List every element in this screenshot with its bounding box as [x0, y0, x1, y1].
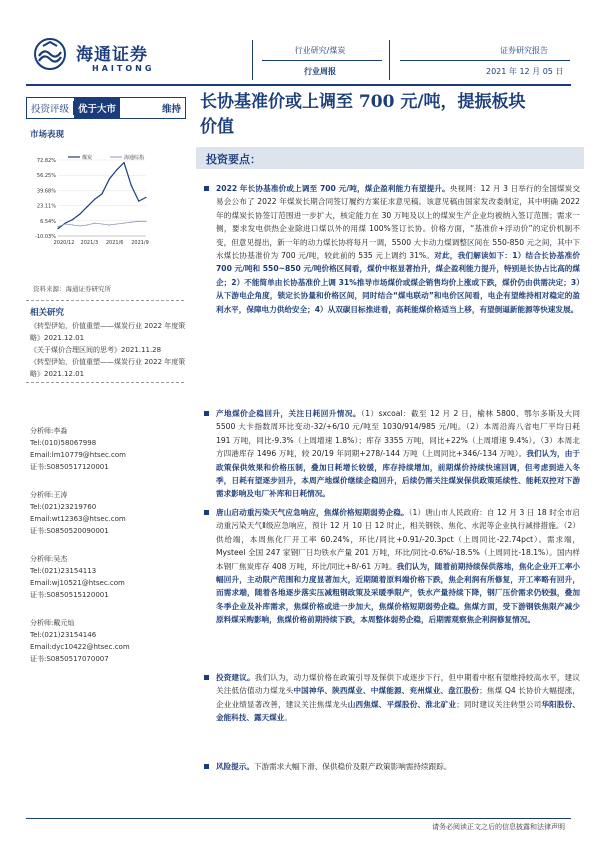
- key-point-emphasis: 投资建议。: [216, 673, 255, 682]
- analyst-block: [30, 489, 190, 553]
- key-point-emphasis: 风险提示。: [216, 762, 254, 771]
- rating-value: 优于大市: [74, 98, 120, 118]
- key-point-paragraph: [216, 506, 580, 627]
- market-chart-svg: [26, 148, 184, 248]
- key-point-emphasis: 对此，我们解读如下：1）结合长协基准价 700 元/吨和 550~850 元/吨价格区间看，煤价中枢显著抬升，煤企盈利能力提升，特别是长协占比高的煤企；2）不能简单由长协基准价上调 31%推导市场煤价或煤企销售均价上涨或下跌，煤价仍由供需决定；3）从下游电企角度，锁定长协量和价格区间，同时结合“煤电联动”和电价区间看，电企有望维持相对稳定的盈利水平，保障电力供给安全；4）从双碳目标推进看，高耗能煤价格适当上移，有望倒逼新能源等快速发展。: [216, 251, 580, 314]
- series-line-coal: [58, 163, 146, 229]
- legend-label-index: 海通综指: [124, 155, 145, 161]
- analyst-tel: Tel:(021)23154146: [30, 631, 97, 639]
- related-item: 《转型伊始，价值重塑——煤炭行业 2022 年度策略》2021.12.01: [30, 358, 186, 378]
- logo-text-cn: 海通证券: [76, 45, 148, 65]
- section-title: 投资要点：: [206, 153, 261, 166]
- analyst-tel: Tel:(010)58067998: [30, 439, 97, 447]
- data-point: [116, 169, 117, 170]
- data-point: [123, 162, 124, 163]
- data-point: [145, 197, 146, 198]
- key-point-emphasis: 产地煤价企稳回升，关注日耗回升情况。: [216, 409, 361, 418]
- chart-source: 资料来源：海通证券研究所: [33, 285, 111, 293]
- divider: [26, 382, 184, 383]
- header-rule: [26, 84, 571, 86]
- key-point-text: （1）sxcoal：截至 12 月 2 日，榆林 5800、鄂尔多斯及大同 5500 大卡指数周环比变动-32/+6/10 元/吨至 1030/914/985 元/吨。（2）本周沿海八省电厂平均日耗 191 万吨，同比-9.3%（上周增速 1.8%）；库存 3355 万吨，同比+22%（上周增速 9.4%）。（3）本周北方四港库存 1496 万吨，较 20/19 年同期+278/-144 万吨（上周同比+346/-134 万吨）。: [216, 409, 581, 459]
- data-point: [145, 221, 146, 222]
- header-inner-rule: [262, 60, 382, 61]
- bullet-marker: [204, 411, 209, 416]
- bullet-marker: [204, 675, 209, 680]
- analyst-tel: Tel:(021)23154113: [30, 567, 97, 575]
- key-point-text: （1）唐山市人民政府：自 12 月 3 日 18 时全市启动重污染天气Ⅱ级应急响应，预计 12 月 10 日 12 时止，相关钢铁、焦化、水泥等企业执行减排措施。（2）供给端，本周焦化厂开工率 60.24%，环比/同比+0.91/-20.3pct（上周同比-22.74pct）。需求端，Mysteel 全国 247 家钢厂日均铁水产量 201 万吨，环比/同比-0.6%/-18.5%（上周同比-18.1%）。国内样本钢厂焦炭库存 408 万吨，环比/同比+8/-61 万吨。: [216, 508, 581, 571]
- bullet-marker: [204, 186, 209, 191]
- data-point: [123, 223, 124, 224]
- footer-disclaimer: 请务必阅读正文之后的信息披露和法律声明: [432, 823, 565, 831]
- key-point-text: ；焦煤 Q4 长协价大幅提涨，企业业绩显著改善，建议关注焦煤龙头: [216, 686, 581, 709]
- data-point: [116, 223, 117, 224]
- x-tick-label: 2021/3: [80, 240, 99, 246]
- data-point: [87, 206, 88, 207]
- analyst-cert: 证书:S0850515120001: [30, 591, 109, 599]
- analyst-name: 分析师:王涛: [30, 491, 68, 499]
- key-point-paragraph: [216, 182, 580, 316]
- analyst-cert: 证书:S0850520090001: [30, 527, 109, 535]
- logo-text-en: HAITONG: [92, 64, 155, 73]
- report-type: 行业周报: [304, 67, 336, 76]
- y-tick-label: 23.11%: [36, 203, 56, 210]
- analyst-list: [30, 425, 190, 681]
- key-point-emphasis: 山西焦煤、平煤股份、淮北矿业: [347, 699, 457, 709]
- rating-box: [26, 97, 186, 119]
- y-tick-label: 56.25%: [36, 173, 56, 180]
- data-point: [101, 193, 102, 194]
- related-item: 《转型伊始，价值重塑——煤炭行业 2022 年度策略》2021.12.01: [30, 322, 186, 342]
- rating-label: 投资评级: [27, 101, 74, 115]
- header-inner-rule: [400, 60, 570, 61]
- bullet-marker: [204, 764, 209, 769]
- analyst-email: Email:dyc10422@htsec.com: [30, 643, 130, 651]
- related-item: 《关于煤价合理区间的思考》2021.11.28: [30, 346, 162, 354]
- data-point: [94, 199, 95, 200]
- key-point-emphasis: 中国神华、陕西煤业、中煤能源、兖州煤业、盘江股份: [293, 686, 480, 696]
- y-tick-label: 39.68%: [36, 188, 56, 195]
- x-tick-label: 2021/9: [131, 240, 149, 246]
- y-tick-label: -10.03%: [35, 234, 56, 240]
- header-divider: [252, 40, 253, 80]
- report-category: 行业研究/煤炭: [294, 46, 346, 55]
- related-list: [30, 320, 190, 380]
- data-point: [138, 201, 139, 202]
- report-date: 2021 年 12 月 05 日: [486, 67, 564, 76]
- report-label: 证券研究报告: [500, 46, 548, 55]
- key-point-text: 。: [284, 713, 292, 723]
- data-point: [57, 226, 58, 227]
- x-tick-label: 2021/6: [105, 240, 124, 246]
- analyst-name: 分析师:李淼: [30, 427, 68, 435]
- key-point-paragraph: [216, 407, 580, 501]
- analyst-email: Email:wj10521@htsec.com: [30, 579, 125, 587]
- key-point-emphasis: 唐山启动重污染天气应急响应，焦煤价格短期弱势企稳。: [216, 508, 409, 517]
- analyst-name: 分析师:戴元灿: [30, 619, 75, 627]
- data-point: [79, 225, 80, 226]
- data-point: [87, 224, 88, 225]
- report-title: [200, 90, 580, 140]
- key-point-emphasis: 2022 年长协基准价或上调至 700 元/吨，煤企盈利能力有望提升。: [216, 184, 450, 193]
- key-point-text: 下游需求大幅下滑、保供稳价及限产政策影响需持续跟踪。: [253, 762, 452, 771]
- data-point: [65, 223, 66, 224]
- data-point: [131, 185, 132, 186]
- analyst-block: [30, 425, 190, 489]
- market-title: 市场表现: [30, 130, 65, 140]
- footer-rule: [26, 818, 571, 819]
- report-title-line: 价值: [200, 117, 234, 137]
- key-point-text: ；同时建议关注转型公司: [456, 699, 542, 709]
- y-tick-label: 6.54%: [40, 218, 56, 225]
- key-point-paragraph: [216, 760, 580, 773]
- data-point: [72, 219, 73, 220]
- x-tick-label: 2020/12: [53, 240, 75, 246]
- analyst-email: Email:lm10779@htsec.com: [30, 451, 126, 459]
- divider: [26, 300, 184, 301]
- key-point-text: 央视网：12 月 3 日举行的全国煤炭交易会公布了 2022 年煤炭长期合同签订履约方案征求意见稿。该意见稿由国家发改委制定，其中明确 2022 年的煤炭长协签订范围进一步扩大，核定能力在 30 万吨及以上的煤炭生产企业均被纳入签订范围；需求一侧，要求发电供热企业除进口煤以外的用煤 100%签订长协。价格方面，“基准价+浮动价”的定价机制不变，但意见提出，新一年的动力煤长协将每月一调，5500 大卡动力煤调整区间在 550-850 元之间，其中下水煤长协基准价为 700 元/吨，较此前的 535 元上调约 31%。: [216, 184, 580, 261]
- legend-label-coal: 煤炭: [82, 155, 93, 161]
- analyst-email: Email:wt12363@htsec.com: [30, 515, 126, 523]
- analyst-cert: 证书:S0850517120001: [30, 463, 109, 471]
- analyst-tel: Tel:(021)23219760: [30, 503, 97, 511]
- key-point-text: 我们认为，动力煤价格在政策引导及保供下或逐步下行，但中期看中枢有望维持较高水平，建议关注低估值动力煤龙头: [216, 673, 581, 696]
- data-point: [109, 224, 110, 225]
- key-point-emphasis: 我们认为，随着前期持续保供落地，焦化企业开工率小幅回升，主动限产范围和力度显著加大，近期随着原料端价格下跌，焦企利润有所修复，开工率略有回升，而需求端，随着各地逐步落实压减粗钢政策及采暖季限产，铁水产量持续下降，钢厂压价需求仍较强，叠加冬季企业及补库需求，焦煤价格或进一步加大，焦煤价格短期弱势企稳。焦煤方面，受下游钢铁焦限产减少原料煤采购影响，焦煤价格前期持续下跌，本周整体弱势企稳，后期需观察焦企利润修复情况。: [216, 561, 580, 625]
- analyst-block: [30, 617, 190, 681]
- key-point-emphasis: 华阳股份、金能科技、露天煤业: [216, 699, 581, 723]
- market-chart: [26, 148, 184, 248]
- data-point: [109, 178, 110, 179]
- y-tick-label: 72.82%: [36, 158, 56, 164]
- analyst-cert: 证书:S0850517070007: [30, 655, 109, 663]
- analyst-name: 分析师:吴杰: [30, 555, 68, 563]
- data-point: [94, 223, 95, 224]
- data-point: [138, 221, 139, 222]
- data-point: [72, 224, 73, 225]
- data-point: [57, 228, 58, 229]
- header-divider: [389, 40, 390, 80]
- haitong-logo-icon: [34, 38, 66, 70]
- data-point: [79, 213, 80, 214]
- key-point-paragraph: [216, 671, 580, 725]
- key-point-emphasis: 我们认为，由于政策保供效果和价格压制，叠加日耗增长较缓，库存持续增加，前期煤价持续快速回调，但考虑到进入冬季，日耗有望逐步回升，本周产地煤价继续企稳回升，后续仍需关注煤炭保供政策延续性、能耗双控对下游需求影响及电厂补库和日耗情况。: [216, 449, 580, 499]
- rating-status: 维持: [161, 104, 181, 115]
- report-title-line: 长协基准价或上调至 700 元/吨，提振板块: [200, 92, 526, 112]
- data-point: [101, 223, 102, 224]
- analyst-block: [30, 553, 190, 617]
- data-point: [131, 222, 132, 223]
- related-title: 相关研究: [30, 308, 65, 318]
- bullet-marker: [204, 510, 209, 515]
